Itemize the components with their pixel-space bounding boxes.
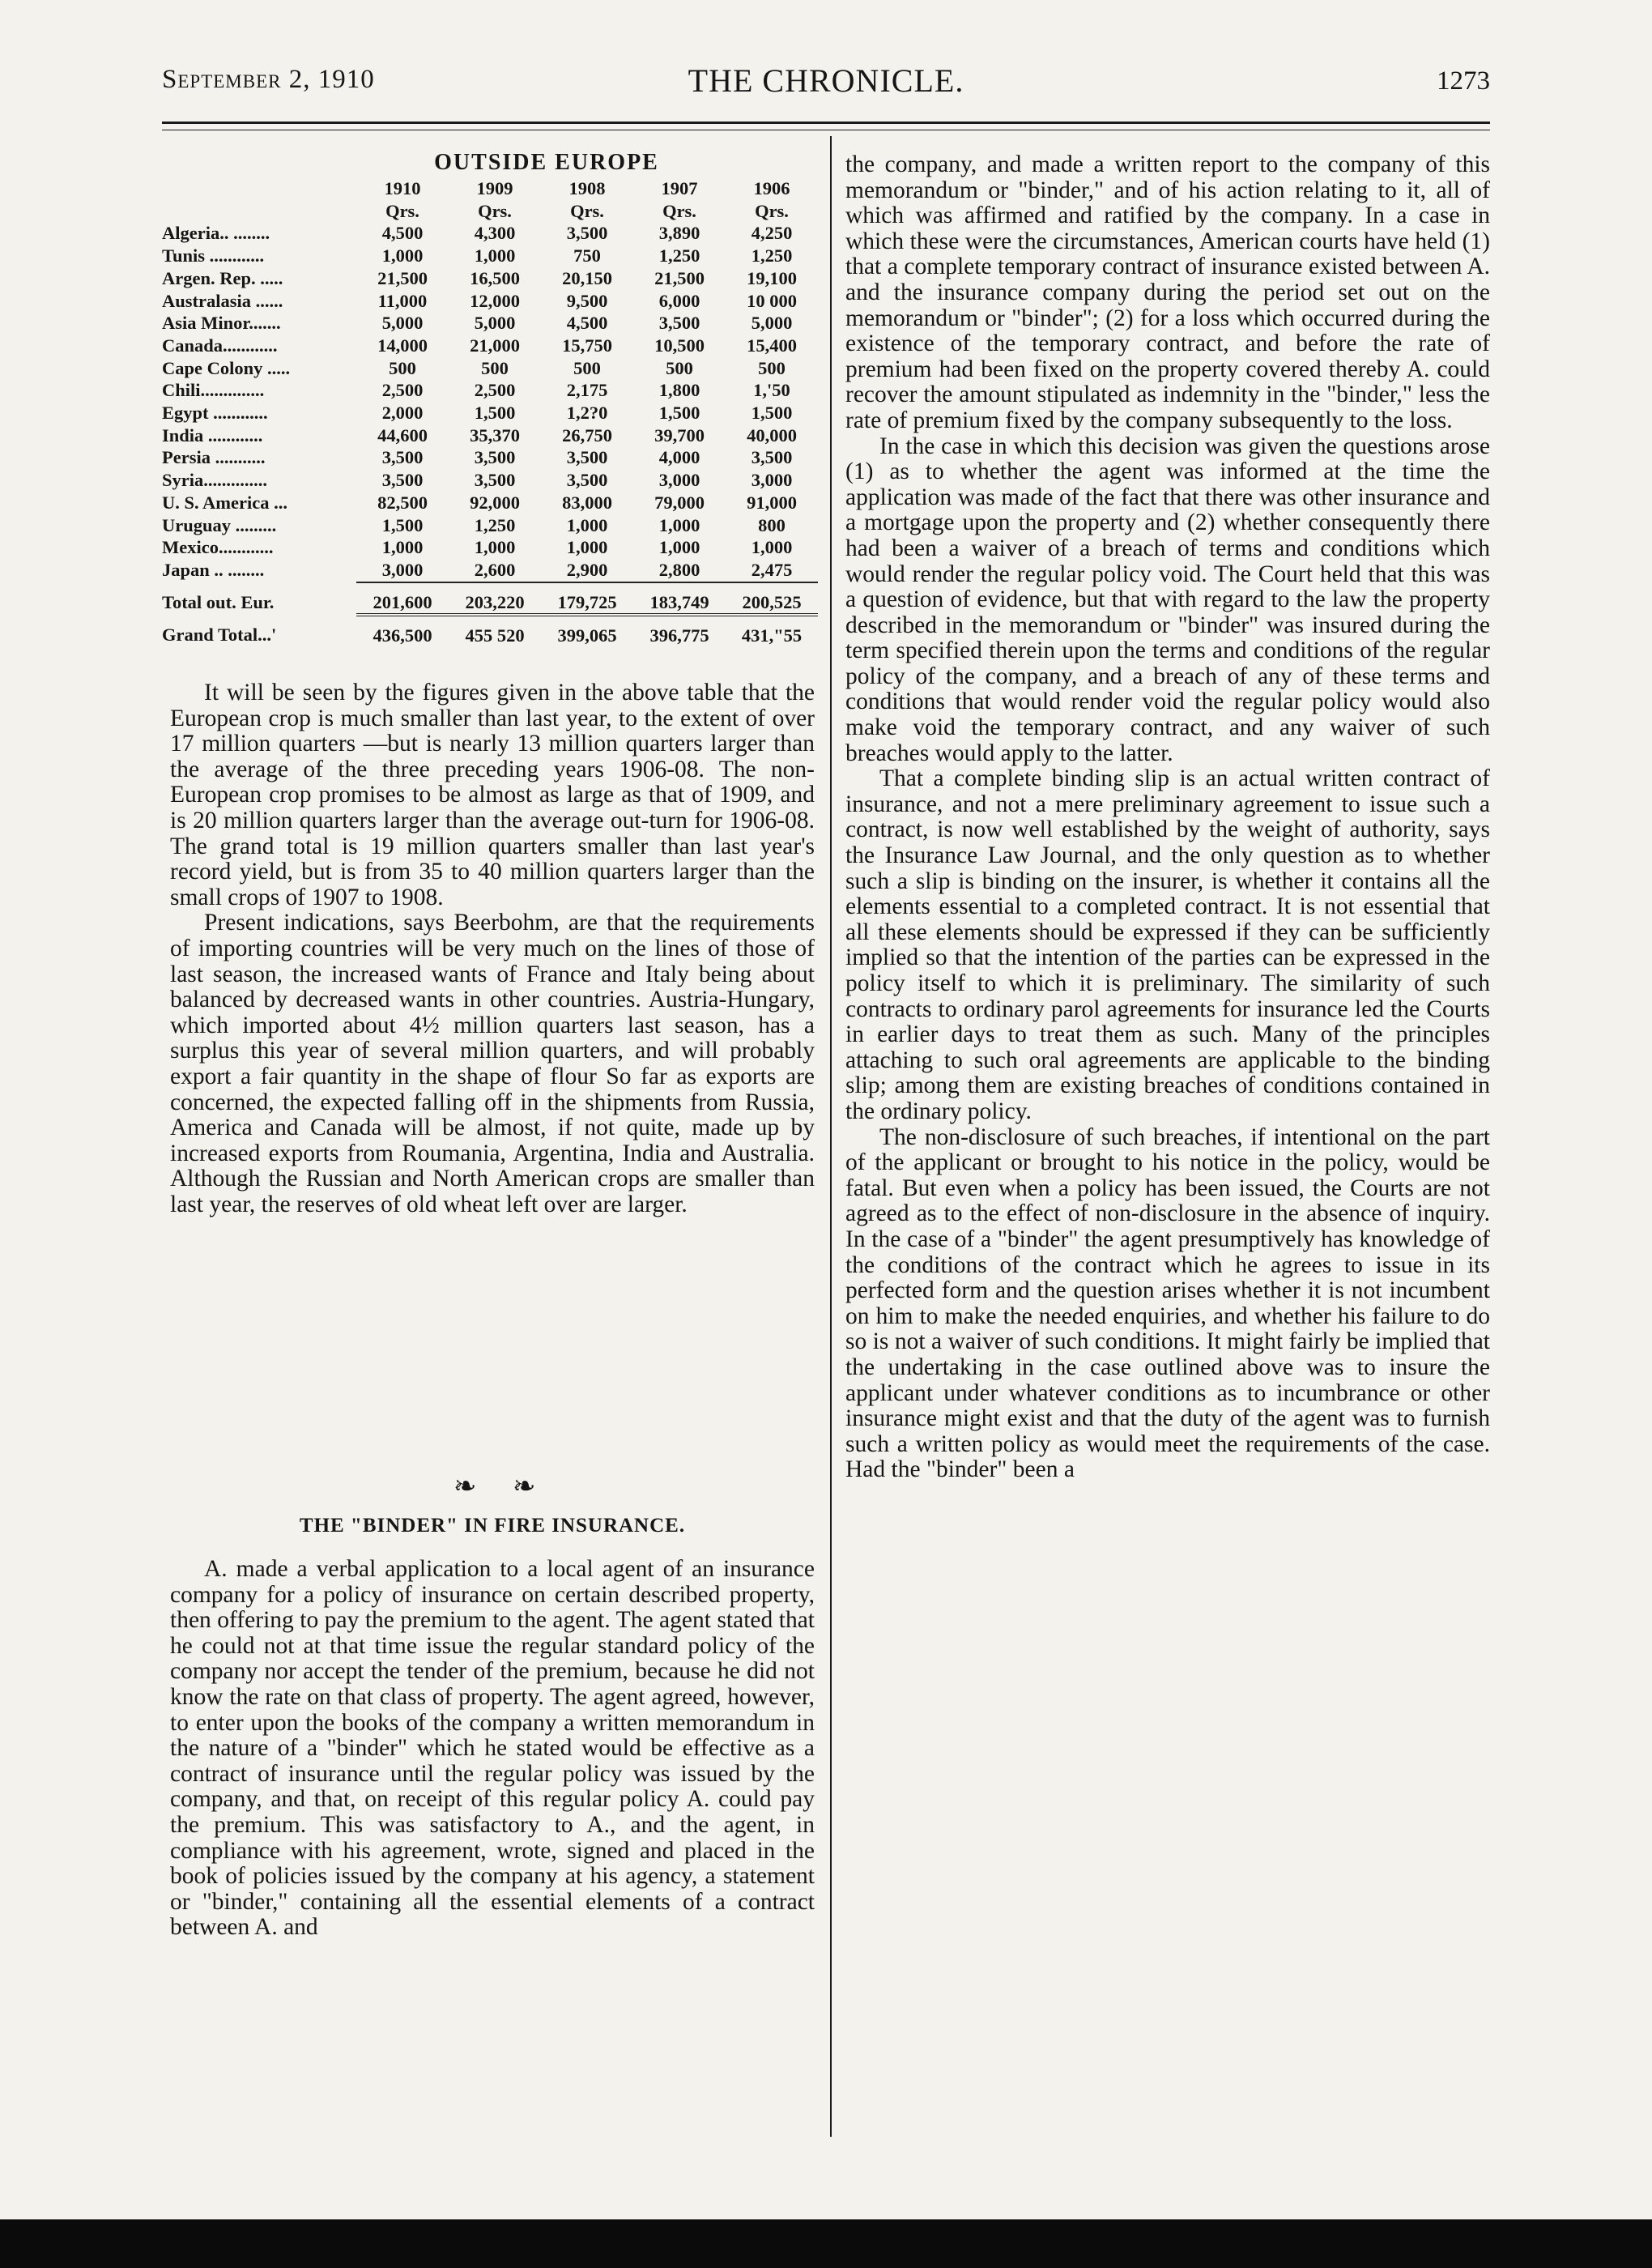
value-cell: 21,000 xyxy=(470,335,520,356)
value-cell: 2,500 xyxy=(381,380,424,401)
country-cell: Persia ........... xyxy=(162,447,266,468)
value-cell: 44,600 xyxy=(377,424,428,446)
value-cell: 800 xyxy=(758,514,786,535)
value-cell: 500 xyxy=(389,357,416,378)
country-cell: Cape Colony ..... xyxy=(162,357,291,378)
value-cell: 500 xyxy=(573,357,601,378)
country-cell: Australasia ...... xyxy=(162,290,283,311)
value-cell: 6,000 xyxy=(658,290,700,311)
value-cell: 3,000 xyxy=(658,470,700,491)
table-row xyxy=(162,267,818,290)
value-cell: 11,000 xyxy=(377,290,428,311)
value-cell: 1,000 xyxy=(474,245,516,266)
issue-date: September 2, 1910 xyxy=(162,65,375,94)
value-cell: 1,500 xyxy=(474,403,516,424)
table-title: OUTSIDE EUROPE xyxy=(434,150,659,175)
table-row xyxy=(162,245,818,267)
value-cell: 4,300 xyxy=(474,223,516,244)
value-cell: 183,749 xyxy=(633,582,726,616)
unit-header: Qrs. xyxy=(385,200,419,221)
value-cell: 82,500 xyxy=(377,492,428,513)
value-cell: 15,750 xyxy=(562,335,612,356)
header-rule-top xyxy=(162,122,1490,124)
value-cell: 10,500 xyxy=(654,335,705,356)
value-cell: 1,250 xyxy=(474,514,516,535)
table-row xyxy=(162,514,818,537)
country-cell: U. S. America ... xyxy=(162,492,287,513)
unit-header: Qrs. xyxy=(570,200,604,221)
value-cell: 79,000 xyxy=(654,492,705,513)
unit-header: Qrs. xyxy=(755,200,789,221)
table-row xyxy=(162,469,818,492)
paragraph: The non-disclosure of such breaches, if intentional on the part of the applicant or brought to his notice in the policy, would be fatal. But even when a policy has been issued, the Courts are not agreed as to the effect of non-disclosure in the absence of inquiry. In the case of a "binder" the agent presumptively has knowledge of the conditions of the contract which he agrees to issue in its perfected form and the question arises whether it is not incumbent on him to make the needed enquiries, and whether his failure to do so is not a waiver of such conditions. It might fairly be implied that the undertaking in the case outlined above was to insure the applicant under whatever conditions as to incumbrance or other insurance might exist and that the duty of the agent was to furnish such a written policy as would meet the requirements of the case. Had the "binder" been a xyxy=(845,1123,1490,1483)
value-cell: 1,000 xyxy=(381,245,424,266)
paragraph: A. made a verbal application to a local agent of an insurance company for a policy of insurance on certain described property, then offering to pay the premium to the agent. The agent stated that he could not at that time issue the regular standard policy of the company nor accept the tender of the premium, because he did not know the rate on that class of property. The agent agreed, however, to enter upon the books of the company a written memorandum in the nature of a "binder" which he stated would be effective as a contract of insurance until the regular policy was issued by the company, and that, on receipt of this regular policy A. could pay the premium. This was satisfactory to A., and the agent, in compliance with his agreement, wrote, signed and placed in the book of policies issued by the company at his agency, a statement or "binder," containing all the essential elements of a contract between A. and xyxy=(170,1556,815,1941)
value-cell: 203,220 xyxy=(449,582,541,616)
value-cell: 26,750 xyxy=(562,424,612,446)
value-cell: 83,000 xyxy=(562,492,612,513)
paragraph: That a complete binding slip is an actual written contract of insurance, and not a mere preliminary agreement to issue such a contract, is now well established by the weight of authority, says the Insurance Law Journal, and the only question as to whether such a slip is binding on the insurer, is whether it contains all the elements essential to a completed contract. It is not essential that all these elements should be expressed if they can be sufficiently implied so that the intention of the parties can be expressed in the policy itself to which it is preliminary. The similarity of such contracts to ordinary parol agreements for insurance led the Courts in earlier days to treat them as such. Many of the principles attaching to such oral agreements are applicable to the binding slip; among them are existing breaches of conditions contained in the ordinary policy. xyxy=(845,765,1490,1124)
year-header: 1907 xyxy=(661,178,698,198)
value-cell: 40,000 xyxy=(747,424,797,446)
table-row xyxy=(162,424,818,447)
value-cell: 91,000 xyxy=(747,492,797,513)
value-cell: 1,000 xyxy=(658,514,700,535)
value-cell: 4,000 xyxy=(658,447,700,468)
value-cell: 9,500 xyxy=(566,290,608,311)
value-cell: 4,500 xyxy=(381,223,424,244)
value-cell: 16,500 xyxy=(470,267,520,288)
value-cell: 21,500 xyxy=(377,267,428,288)
country-cell: Uruguay ......... xyxy=(162,514,277,535)
country-cell: Chili.............. xyxy=(162,380,265,401)
value-cell: 1,'50 xyxy=(753,380,790,401)
value-cell: 39,700 xyxy=(654,424,705,446)
country-cell: Syria.............. xyxy=(162,470,268,491)
value-cell: 3,500 xyxy=(566,223,608,244)
value-cell: 1,500 xyxy=(381,514,424,535)
value-cell: 436,500 xyxy=(356,615,449,647)
value-cell: 1,500 xyxy=(751,403,793,424)
value-cell: 2,500 xyxy=(474,380,516,401)
value-cell: 2,900 xyxy=(566,559,608,580)
country-cell: Grand Total...' xyxy=(162,625,277,646)
table-row xyxy=(162,357,818,380)
table-unit-row xyxy=(162,200,818,223)
value-cell: 10 000 xyxy=(747,290,797,311)
grand-total-row xyxy=(162,615,818,647)
publication-title: THE CHRONICLE. xyxy=(688,62,964,99)
table-row xyxy=(162,335,818,357)
outside-europe-table xyxy=(162,150,818,647)
total-row xyxy=(162,582,818,616)
value-cell: 200,525 xyxy=(726,582,818,616)
value-cell: 2,800 xyxy=(658,559,700,580)
value-cell: 396,775 xyxy=(633,615,726,647)
right-column-text xyxy=(845,152,1490,1483)
unit-header: Qrs. xyxy=(662,200,696,221)
section-ornament: ❧ ❧ xyxy=(453,1472,551,1502)
value-cell: 2,000 xyxy=(381,403,424,424)
value-cell: 3,890 xyxy=(658,223,700,244)
unit-header: Qrs. xyxy=(478,200,512,221)
value-cell: 92,000 xyxy=(470,492,520,513)
value-cell: 2,475 xyxy=(751,559,793,580)
value-cell: 3,500 xyxy=(381,447,424,468)
value-cell: 5,000 xyxy=(751,313,793,334)
value-cell: 2,175 xyxy=(566,380,608,401)
paragraph: Present indications, says Beerbohm, are that the requirements of importing countries will be very much on the lines of those of last season, the increased wants of France and Italy being about balanced by decreased wants in other countries. Austria-Hungary, which imported about 4½ million quarters last season, has a surplus this year of several million quarters, and will probably export a fair quantity in the shape of flour So far as exports are concerned, the expected falling off in the shipments from Russia, America and Canada will be almost, if not quite, made up by increased exports from Roumania, Argentina, India and Australia. Although the Russian and North American crops are smaller than last year, the reserves of old wheat left over are larger. xyxy=(170,910,815,1217)
column-divider xyxy=(830,136,832,2137)
country-cell: Algeria.. ........ xyxy=(162,223,270,244)
value-cell: 201,600 xyxy=(356,582,449,616)
table-row xyxy=(162,536,818,559)
table-corner xyxy=(162,200,356,223)
scan-border xyxy=(0,2219,1652,2268)
value-cell: 12,000 xyxy=(470,290,520,311)
value-cell: 3,500 xyxy=(658,313,700,334)
page-number: 1273 xyxy=(1437,66,1490,96)
table-row xyxy=(162,222,818,245)
table-year-row xyxy=(162,177,818,200)
left-column-text xyxy=(170,680,815,1217)
table-row xyxy=(162,446,818,469)
section-heading: THE "BINDER" IN FIRE INSURANCE. xyxy=(299,1515,686,1537)
value-cell: 3,500 xyxy=(381,470,424,491)
value-cell: 15,400 xyxy=(747,335,797,356)
value-cell: 500 xyxy=(666,357,693,378)
value-cell: 21,500 xyxy=(654,267,705,288)
value-cell: 399,065 xyxy=(541,615,633,647)
value-cell: 5,000 xyxy=(381,313,424,334)
table-corner xyxy=(162,177,356,200)
value-cell: 1,500 xyxy=(658,403,700,424)
value-cell: 3,500 xyxy=(566,470,608,491)
value-cell: 1,000 xyxy=(474,537,516,558)
left-column-article xyxy=(170,1557,815,1941)
value-cell: 1,000 xyxy=(381,537,424,558)
value-cell: 1,250 xyxy=(751,245,793,266)
paragraph: In the case in which this decision was given the questions arose (1) as to whether the agent was informed at the time the application was made of the fact that there was other insurance and a mortgage upon the property and (2) whether consequently there had been a waiver of a breach of terms and conditions which would render the regular policy void. The Court held that this was a question of evidence, but that with regard to the law the property described in the memorandum or "binder" was insured during the term specified therein upon the terms and conditions of the regular policy of the company, and a breach of any of these terms and conditions that would render void the regular policy would also make void the temporary contract, and any waiver of such breaches would apply to the latter. xyxy=(845,433,1490,766)
value-cell: 1,000 xyxy=(751,537,793,558)
table-row xyxy=(162,290,818,313)
value-cell: 3,500 xyxy=(474,470,516,491)
value-cell: 4,500 xyxy=(566,313,608,334)
year-header: 1909 xyxy=(476,178,513,198)
country-cell: Egypt ............ xyxy=(162,403,268,424)
table-row xyxy=(162,379,818,402)
value-cell: 3,000 xyxy=(751,470,793,491)
value-cell: 19,100 xyxy=(747,267,797,288)
value-cell: 1,800 xyxy=(658,380,700,401)
value-cell: 14,000 xyxy=(377,335,428,356)
table-row xyxy=(162,559,818,582)
value-cell: 500 xyxy=(758,357,786,378)
value-cell: 1,000 xyxy=(566,514,608,535)
year-header: 1908 xyxy=(568,178,606,198)
value-cell: 4,250 xyxy=(751,223,793,244)
table-row xyxy=(162,312,818,335)
value-cell: 5,000 xyxy=(474,313,516,334)
value-cell: 750 xyxy=(573,245,601,266)
country-cell: Mexico............ xyxy=(162,537,274,558)
country-cell: Asia Minor....... xyxy=(162,313,281,334)
value-cell: 455 520 xyxy=(449,615,541,647)
table-row xyxy=(162,492,818,514)
value-cell: 1,000 xyxy=(566,537,608,558)
value-cell: 20,150 xyxy=(562,267,612,288)
value-cell: 35,370 xyxy=(470,424,520,446)
value-cell: 3,000 xyxy=(381,559,424,580)
country-cell: India ............ xyxy=(162,424,263,446)
value-cell: 500 xyxy=(481,357,509,378)
year-header: 1906 xyxy=(753,178,790,198)
value-cell: 1,000 xyxy=(658,537,700,558)
value-cell: 3,500 xyxy=(751,447,793,468)
value-cell: 1,2?0 xyxy=(566,403,608,424)
value-cell: 3,500 xyxy=(566,447,608,468)
paragraph: the company, and made a written report to the company of this memorandum or "binder," and of his action relating to it, all of which was affirmed and ratified by the company. In a case in which these were the circumstances, American courts have held (1) that a complete temporary contract of insurance existed between A. and the insurance company during the period set out on the memorandum or "binder"; (2) for a loss which occurred during the existence of the temporary contract, and before the rate of premium had been fixed on the property covered thereby A. could recover the amount stipulated as indemnity in the "binder," less the rate of premium fixed by the company subsequently to the loss. xyxy=(845,151,1490,433)
value-cell: 179,725 xyxy=(541,582,633,616)
year-header: 1910 xyxy=(384,178,421,198)
country-cell: Tunis ............ xyxy=(162,245,265,266)
paragraph: It will be seen by the figures given in the above table that the European crop is much smaller than last year, to the extent of over 17 million quarters —but is nearly 13 million quarters larger than the average of the three preceding years 1906-08. The non-European crop promises to be almost as large as that of 1909, and is 20 million quarters larger than the average out-turn for 1906-08. The grand total is 19 million quarters smaller than last year's record yield, but is from 35 to 40 million quarters larger than the small crops of 1907 to 1908. xyxy=(170,680,815,910)
country-cell: Total out. Eur. xyxy=(162,592,275,613)
country-cell: Canada............ xyxy=(162,335,278,356)
value-cell: 1,250 xyxy=(658,245,700,266)
country-cell: Argen. Rep. ..... xyxy=(162,267,283,288)
value-cell: 431,"55 xyxy=(726,615,818,647)
country-cell: Japan .. ........ xyxy=(162,560,265,581)
value-cell: 2,600 xyxy=(474,559,516,580)
value-cell: 3,500 xyxy=(474,447,516,468)
page-header xyxy=(162,62,1490,113)
table-row xyxy=(162,402,818,424)
